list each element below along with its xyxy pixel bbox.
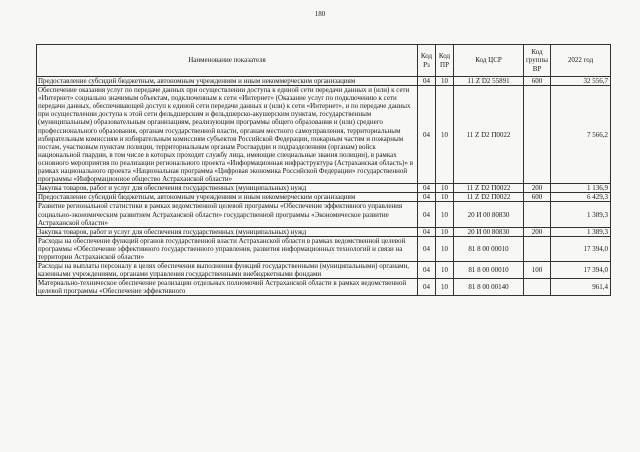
row-csr: 11 Z D2 55891 [454, 77, 524, 86]
budget-table [36, 44, 611, 296]
row-vr: 100 [524, 262, 551, 279]
row-amount: 7 566,2 [551, 86, 611, 184]
row-name: Предоставление субсидий бюджетным, автономным учреждениям и иным некоммерческим организациям [37, 193, 418, 202]
table-row [37, 262, 611, 279]
row-name: Расходы на обеспечение функций органов государственной власти Астраханской области в рамках ведомственной целевой программы «Обеспечение эффективного государственного управления, развития информационных технологий и связи на территории Астраханской области» [37, 236, 418, 261]
row-csr: 11 Z D2 П0022 [454, 193, 524, 202]
row-csr: 81 8 00 00140 [454, 279, 524, 296]
row-pr: 10 [436, 77, 454, 86]
table-header-row [37, 45, 611, 77]
row-rz: 04 [418, 193, 436, 202]
row-pr: 10 [436, 184, 454, 193]
row-pr: 10 [436, 227, 454, 236]
row-rz: 04 [418, 77, 436, 86]
row-vr [524, 86, 551, 184]
row-rz: 04 [418, 227, 436, 236]
header-year: 2022 год [551, 45, 611, 77]
row-pr: 10 [436, 236, 454, 261]
row-pr: 10 [436, 86, 454, 184]
row-name: Закупка товаров, работ и услуг для обеспечения государственных (муниципальных) нужд [37, 227, 418, 236]
row-csr: 81 8 00 00010 [454, 236, 524, 261]
row-vr: 200 [524, 184, 551, 193]
page-number: 180 [314, 10, 326, 18]
row-rz: 04 [418, 262, 436, 279]
row-pr: 10 [436, 202, 454, 227]
row-name: Закупка товаров, работ и услуг для обеспечения государственных (муниципальных) нужд [37, 184, 418, 193]
row-amount: 17 394,0 [551, 236, 611, 261]
table-row [37, 279, 611, 296]
row-pr: 10 [436, 262, 454, 279]
header-vr: Код группы ВР [524, 45, 551, 77]
table-row [37, 184, 611, 193]
row-amount: 6 429,3 [551, 193, 611, 202]
row-csr: 81 8 00 00010 [454, 262, 524, 279]
table-row [37, 193, 611, 202]
row-name: Расходы на выплаты персоналу в целях обеспечения выполнения функций государственными (муниципальными) органами, казенными учреждениями, органами управления государственными внебюджетными фондами [37, 262, 418, 279]
row-name: Предоставление субсидий бюджетным, автономным учреждениям и иным некоммерческим организациям [37, 77, 418, 86]
row-csr: 20 И 00 80830 [454, 227, 524, 236]
row-vr: 600 [524, 77, 551, 86]
row-csr: 11 Z D2 П0022 [454, 184, 524, 193]
row-vr [524, 279, 551, 296]
table-row [37, 77, 611, 86]
row-amount: 1 389,3 [551, 227, 611, 236]
header-rz: Код Рз [418, 45, 436, 77]
row-csr: 11 Z D2 П0022 [454, 86, 524, 184]
row-amount: 32 556,7 [551, 77, 611, 86]
row-rz: 04 [418, 236, 436, 261]
row-name: Материально-техническое обеспечение реализации отдельных полномочий Астраханской области в рамках ведомственной целевой программы «Обеспечение эффективного [37, 279, 418, 296]
row-csr: 20 И 00 80830 [454, 202, 524, 227]
row-vr [524, 202, 551, 227]
header-csr: Код ЦСР [454, 45, 524, 77]
row-rz: 04 [418, 184, 436, 193]
row-vr [524, 236, 551, 261]
row-amount: 961,4 [551, 279, 611, 296]
row-vr: 600 [524, 193, 551, 202]
row-vr: 200 [524, 227, 551, 236]
table-row [37, 236, 611, 261]
row-rz: 04 [418, 202, 436, 227]
row-rz: 04 [418, 86, 436, 184]
row-amount: 1 136,9 [551, 184, 611, 193]
row-name: Развитие региональной статистики в рамках ведомственной целевой программы «Обеспечение эффективного управления социально-экономическим развитием Астраханской области» государственной программы «Экономическое развитие Астраханской области» [37, 202, 418, 227]
row-pr: 10 [436, 193, 454, 202]
row-amount: 17 394,0 [551, 262, 611, 279]
table-row [37, 86, 611, 184]
table-row [37, 227, 611, 236]
row-name: Обеспечение оказания услуг по передаче данных при осуществлении доступа к единой сети передачи данных и (или) к сети «Интернет» социально значимым объектам, подключенным к сети «Интернет» (Оказание услуг по подключению к сети передачи данных, обеспечивающей доступ к единой сети передачи данных и (или) к сети «Интернет», и по передаче данных при осуществлении доступа к этой сети фельдшерским и фельдшерско-акушерским пунктам, государственным (муниципальным) образовательным организациям, реализующим программы общего образования и (или) среднего профессионального образования, органам государственной власти, органам местного самоуправления, территориальным избирательным комиссиям и избирательным комиссиям субъектов Российской Федерации, пожарным частям и пожарным постам, участковым пунктам полиции, территориальным органам Росгвардии и подразделениям (органам) войск национальной гвардии, в том числе в которых проходят службу лица, имеющие специальные звания полиции), в рамках основного мероприятия по реализации регионального проекта «Информационная инфраструктура (Астраханская область)» в рамках национального проекта «Национальная программа «Цифровая экономика Российской Федерации» государственной программы «Информационное общество Астраханской области» [37, 86, 418, 184]
row-amount: 1 389,3 [551, 202, 611, 227]
table-row [37, 202, 611, 227]
header-pr: Код ПР [436, 45, 454, 77]
row-pr: 10 [436, 279, 454, 296]
row-rz: 04 [418, 279, 436, 296]
header-name: Наименование показателя [37, 45, 418, 77]
